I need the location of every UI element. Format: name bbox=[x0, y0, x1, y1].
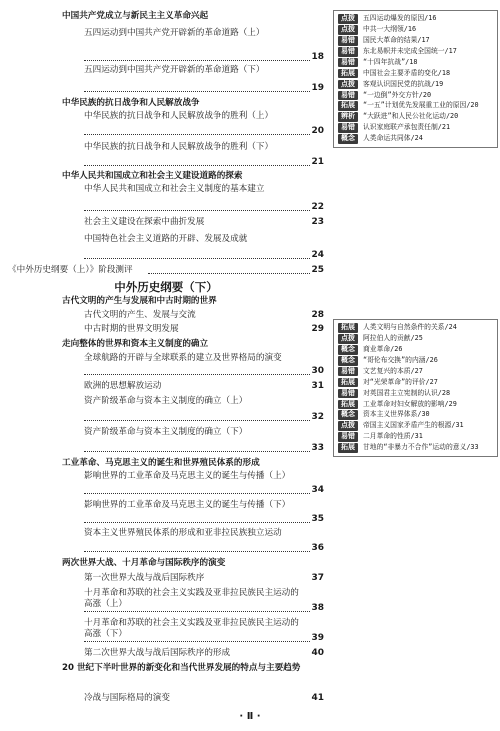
page-number-link[interactable]: 21 bbox=[311, 157, 324, 167]
page-number-link[interactable]: 29 bbox=[311, 324, 324, 334]
tip-text: 二月革命的性质/31 bbox=[363, 432, 423, 441]
entry-label bbox=[8, 528, 84, 539]
entry-label bbox=[8, 500, 84, 511]
entry-label bbox=[8, 296, 62, 307]
entry-title: 中华民族的抗日战争和人民解放战争 bbox=[62, 98, 200, 108]
dot-leader bbox=[84, 551, 310, 552]
dot-leader bbox=[84, 134, 310, 135]
toc-entry bbox=[8, 184, 324, 195]
entry-title: 两次世界大战、十月革命与国际秩序的演变 bbox=[62, 558, 226, 568]
page-number-link[interactable]: 39 bbox=[311, 633, 324, 643]
entry-title: 20 世纪下半叶世界的新变化和当代世界发展的特点与主要趋势 bbox=[62, 663, 301, 673]
tip-tag: 概念 bbox=[338, 356, 358, 366]
tip-tag: 拓展 bbox=[338, 378, 358, 388]
entry-label bbox=[8, 324, 84, 335]
tip-tag: 易错 bbox=[338, 36, 358, 46]
tip-row bbox=[338, 14, 493, 24]
page-number-link[interactable]: 18 bbox=[311, 52, 324, 62]
page-number-link[interactable]: 40 bbox=[311, 648, 324, 658]
tip-text: “十四年抗战”/18 bbox=[363, 57, 418, 66]
tip-text: 阿拉伯人的贡献/25 bbox=[363, 334, 423, 343]
tip-tag: 拓展 bbox=[338, 443, 358, 453]
tip-tag: 拓展 bbox=[338, 69, 358, 79]
tip-text: “一五”计划优先发展重工业的原因/20 bbox=[363, 101, 479, 110]
page-number-link[interactable]: 36 bbox=[311, 543, 324, 553]
toc-entry bbox=[8, 471, 324, 482]
entry-label bbox=[8, 458, 62, 469]
entry-title: 中国特色社会主义道路的开辟、发展及成就 bbox=[84, 234, 248, 244]
entry-label bbox=[8, 618, 84, 629]
page-number-link[interactable]: 22 bbox=[311, 202, 324, 212]
tip-row bbox=[338, 378, 493, 388]
entry-label bbox=[8, 471, 84, 482]
section-heading: 中外历史纲要（下） bbox=[114, 280, 218, 294]
dot-leader bbox=[84, 420, 310, 421]
dot-leader bbox=[84, 91, 310, 92]
page-number-link[interactable]: 24 bbox=[311, 250, 324, 260]
toc-entry bbox=[8, 111, 324, 122]
tip-text: 人类文明与自然条件的关系/24 bbox=[363, 323, 457, 332]
entry-title: 第二次世界大战与战后国际秩序的形成 bbox=[84, 648, 231, 658]
tip-row bbox=[338, 112, 493, 122]
tip-tag: 易错 bbox=[338, 58, 358, 68]
entry-title: 走向整体的世界和资本主义制度的确立 bbox=[62, 339, 209, 349]
tip-row bbox=[338, 47, 493, 57]
toc-entry bbox=[8, 573, 324, 584]
entry-label bbox=[8, 142, 84, 153]
tip-row bbox=[338, 367, 493, 377]
entry-label bbox=[8, 396, 84, 407]
entry-title: 中华人民共和国成立和社会主义制度的基本建立 bbox=[84, 184, 265, 194]
entry-label bbox=[8, 381, 84, 392]
page-number-link[interactable]: 35 bbox=[311, 514, 324, 524]
page-number-link[interactable]: 38 bbox=[311, 603, 324, 613]
entry-title: 古代文明的产生、发展与交流 bbox=[84, 310, 196, 320]
tip-row bbox=[338, 91, 493, 101]
entry-title: 十月革命和苏联的社会主义实践及亚非拉民族民主运动的高涨（下） bbox=[84, 618, 299, 639]
toc-entry bbox=[8, 217, 324, 228]
unit-heading bbox=[8, 663, 324, 674]
tip-tag: 易错 bbox=[338, 47, 358, 57]
page-number: · Ⅱ · bbox=[239, 711, 261, 722]
entry-label bbox=[8, 558, 62, 569]
entry-title: 中华民族的抗日战争和人民解放战争的胜利（上） bbox=[84, 111, 274, 121]
tip-text: 认识家庭联产承包责任制/21 bbox=[363, 123, 451, 132]
tip-text: 对“光荣革命”的评价/27 bbox=[363, 377, 438, 386]
dot-leader bbox=[84, 611, 310, 612]
toc-entry bbox=[8, 427, 324, 438]
entry-label bbox=[8, 234, 84, 245]
tip-text: “哥伦布交换”的内涵/26 bbox=[363, 355, 438, 364]
entry-title: 中古时期的世界文明发展 bbox=[84, 324, 179, 334]
unit-heading bbox=[8, 98, 324, 109]
dot-leader bbox=[84, 493, 310, 494]
tips-box-upper bbox=[333, 10, 498, 148]
toc-entry bbox=[8, 324, 324, 335]
tip-text: 客观认识国民党的抗战/19 bbox=[363, 79, 444, 88]
entry-title: 古代文明的产生与发展和中古时期的世界 bbox=[62, 296, 217, 306]
tip-row bbox=[338, 345, 493, 355]
entry-label bbox=[8, 111, 84, 122]
tip-tag: 点拨 bbox=[338, 14, 358, 24]
entry-label bbox=[8, 588, 84, 599]
page-number-link[interactable]: 30 bbox=[311, 366, 324, 376]
tip-tag: 点拨 bbox=[338, 421, 358, 431]
page-number-link[interactable]: 32 bbox=[311, 412, 324, 422]
entry-label bbox=[8, 65, 84, 76]
entry-label bbox=[8, 171, 62, 182]
entry-label bbox=[8, 339, 62, 350]
unit-heading bbox=[8, 458, 324, 469]
entry-title: 工业革命、马克思主义的诞生和世界殖民体系的形成 bbox=[62, 458, 260, 468]
tip-row bbox=[338, 101, 493, 111]
entry-title: 影响世界的工业革命及马克思主义的诞生与传播（下） bbox=[84, 500, 291, 510]
unit-heading bbox=[8, 558, 324, 569]
entry-label bbox=[8, 217, 84, 228]
page-number-link[interactable]: 20 bbox=[311, 126, 324, 136]
page-number-link[interactable]: 37 bbox=[311, 573, 324, 583]
page-number-link[interactable]: 34 bbox=[311, 485, 324, 495]
toc-entry bbox=[8, 396, 324, 407]
midterm-title: 《中外历史纲要（上）》阶段测评 bbox=[8, 265, 133, 275]
tip-tag: 概念 bbox=[338, 345, 358, 355]
page-number-link[interactable]: 19 bbox=[311, 83, 324, 93]
tip-row bbox=[338, 58, 493, 68]
tip-text: 国民大革命的结果/17 bbox=[363, 36, 430, 45]
dot-leader bbox=[84, 165, 310, 166]
tips-box-lower bbox=[333, 319, 498, 457]
tip-tag: 易错 bbox=[338, 367, 358, 377]
tip-tag: 概念 bbox=[338, 410, 358, 420]
tip-tag: 点拨 bbox=[338, 80, 358, 90]
entry-title: 中华民族的抗日战争和人民解放战争的胜利（下） bbox=[84, 142, 274, 152]
dot-leader bbox=[84, 374, 310, 375]
tip-row bbox=[338, 123, 493, 133]
tip-row bbox=[338, 400, 493, 410]
tip-text: 中共一大纲领/16 bbox=[363, 25, 417, 34]
toc-entry bbox=[8, 65, 324, 76]
tip-text: 甘地的“非暴力不合作”运动的意义/33 bbox=[363, 443, 479, 452]
toc-entry bbox=[8, 500, 324, 511]
toc-entry bbox=[8, 648, 324, 659]
entry-title: 欧洲的思想解放运动 bbox=[84, 381, 162, 391]
tip-tag: 辨析 bbox=[338, 112, 358, 122]
dot-leader bbox=[84, 641, 310, 642]
tip-row bbox=[338, 421, 493, 431]
entry-label bbox=[8, 11, 62, 22]
tip-row bbox=[338, 389, 493, 399]
tip-text: 东北易帜并未完成全国统一/17 bbox=[363, 46, 457, 55]
tip-text: 文艺复兴的本质/27 bbox=[363, 366, 423, 375]
toc-entry bbox=[8, 693, 324, 704]
toc-entry bbox=[8, 588, 324, 610]
tip-row bbox=[338, 36, 493, 46]
entry-title: 中华人民共和国成立和社会主义建设道路的探索 bbox=[62, 171, 243, 181]
entry-label bbox=[8, 693, 84, 704]
tip-tag: 点拨 bbox=[338, 25, 358, 35]
tip-tag: 拓展 bbox=[338, 400, 358, 410]
toc-entry bbox=[8, 381, 324, 392]
entry-title: 五四运动到中国共产党开辟新的革命道路（上） bbox=[84, 28, 265, 38]
unit-heading bbox=[8, 11, 324, 22]
tip-tag: 易错 bbox=[338, 123, 358, 133]
dot-leader bbox=[84, 522, 310, 523]
page-number-link[interactable]: 25 bbox=[311, 265, 324, 275]
toc-entry bbox=[8, 618, 324, 640]
toc-entry bbox=[8, 353, 324, 364]
tip-tag: 易错 bbox=[338, 389, 358, 399]
tip-text: “一边倒”外交方针/20 bbox=[363, 90, 432, 99]
tip-tag: 拓展 bbox=[338, 323, 358, 333]
dot-leader bbox=[84, 210, 310, 211]
entry-label bbox=[8, 648, 84, 659]
midterm-entry bbox=[8, 265, 324, 276]
entry-label bbox=[8, 184, 84, 195]
tip-text: 中国社会主要矛盾的变化/18 bbox=[363, 68, 451, 77]
tip-row bbox=[338, 25, 493, 35]
page-number-link[interactable]: 41 bbox=[311, 693, 324, 703]
tip-tag: 易错 bbox=[338, 91, 358, 101]
entry-title: 五四运动到中国共产党开辟新的革命道路（下） bbox=[84, 65, 265, 75]
tip-row bbox=[338, 69, 493, 79]
dot-leader bbox=[84, 60, 310, 61]
tip-row bbox=[338, 410, 493, 420]
toc-entry bbox=[8, 310, 324, 321]
entry-label bbox=[8, 663, 62, 674]
tip-tag: 点拨 bbox=[338, 334, 358, 344]
tip-text: 五四运动爆发的原因/16 bbox=[363, 14, 437, 23]
tip-row bbox=[338, 443, 493, 453]
entry-label bbox=[8, 98, 62, 109]
toc-entry bbox=[8, 528, 324, 539]
tip-text: 商业革命/26 bbox=[363, 345, 403, 354]
tip-row bbox=[338, 356, 493, 366]
tip-text: 帝国主义国家矛盾产生的根源/31 bbox=[363, 421, 464, 430]
entry-title: 资本主义世界殖民体系的形成和亚非拉民族独立运动 bbox=[84, 528, 282, 538]
page-number-link[interactable]: 31 bbox=[311, 381, 324, 391]
entry-title: 中国共产党成立与新民主主义革命兴起 bbox=[62, 11, 209, 21]
dot-leader bbox=[84, 258, 310, 259]
entry-title: 全球航路的开辟与全球联系的建立及世界格局的演变 bbox=[84, 353, 282, 363]
page-number-link[interactable]: 23 bbox=[311, 217, 324, 227]
toc-entry bbox=[8, 28, 324, 39]
tip-text: 对英国君主立宪制的认识/28 bbox=[363, 388, 451, 397]
entry-title: 第一次世界大战与战后国际秩序 bbox=[84, 573, 205, 583]
toc-entry bbox=[8, 234, 324, 245]
tip-text: 人类命运共同体/24 bbox=[363, 134, 423, 143]
tip-tag: 概念 bbox=[338, 134, 358, 144]
tip-tag: 易错 bbox=[338, 432, 358, 442]
entry-title: 十月革命和苏联的社会主义实践及亚非拉民族民主运动的高涨（上） bbox=[84, 588, 299, 609]
entry-label bbox=[8, 310, 84, 321]
tip-row bbox=[338, 432, 493, 442]
tip-row bbox=[338, 80, 493, 90]
unit-heading bbox=[8, 171, 324, 182]
tip-text: 工业革命对妇女解放的影响/29 bbox=[363, 399, 457, 408]
entry-label bbox=[8, 28, 84, 39]
tip-text: 资本主义世界体系/30 bbox=[363, 410, 430, 419]
entry-title: 社会主义建设在探索中曲折发展 bbox=[84, 217, 205, 227]
dot-leader bbox=[148, 273, 310, 274]
entry-title: 影响世界的工业革命及马克思主义的诞生与传播（上） bbox=[84, 471, 291, 481]
unit-heading bbox=[8, 339, 324, 350]
tip-row bbox=[338, 134, 493, 144]
page-number-link[interactable]: 33 bbox=[311, 443, 324, 453]
toc-entry bbox=[8, 142, 324, 153]
entry-title: 资产阶级革命与资本主义制度的确立（上） bbox=[84, 396, 248, 406]
entry-title: 资产阶级革命与资本主义制度的确立（下） bbox=[84, 427, 248, 437]
tip-row bbox=[338, 323, 493, 333]
tip-tag: 拓展 bbox=[338, 101, 358, 111]
entry-title: 冷战与国际格局的演变 bbox=[84, 693, 170, 703]
entry-label bbox=[8, 427, 84, 438]
tip-row bbox=[338, 334, 493, 344]
unit-heading bbox=[8, 296, 324, 307]
page-number-link[interactable]: 28 bbox=[311, 310, 324, 320]
tip-text: “大跃进”和人民公社化运动/20 bbox=[363, 112, 459, 121]
entry-label bbox=[8, 573, 84, 584]
entry-label bbox=[8, 353, 84, 364]
dot-leader bbox=[84, 451, 310, 452]
